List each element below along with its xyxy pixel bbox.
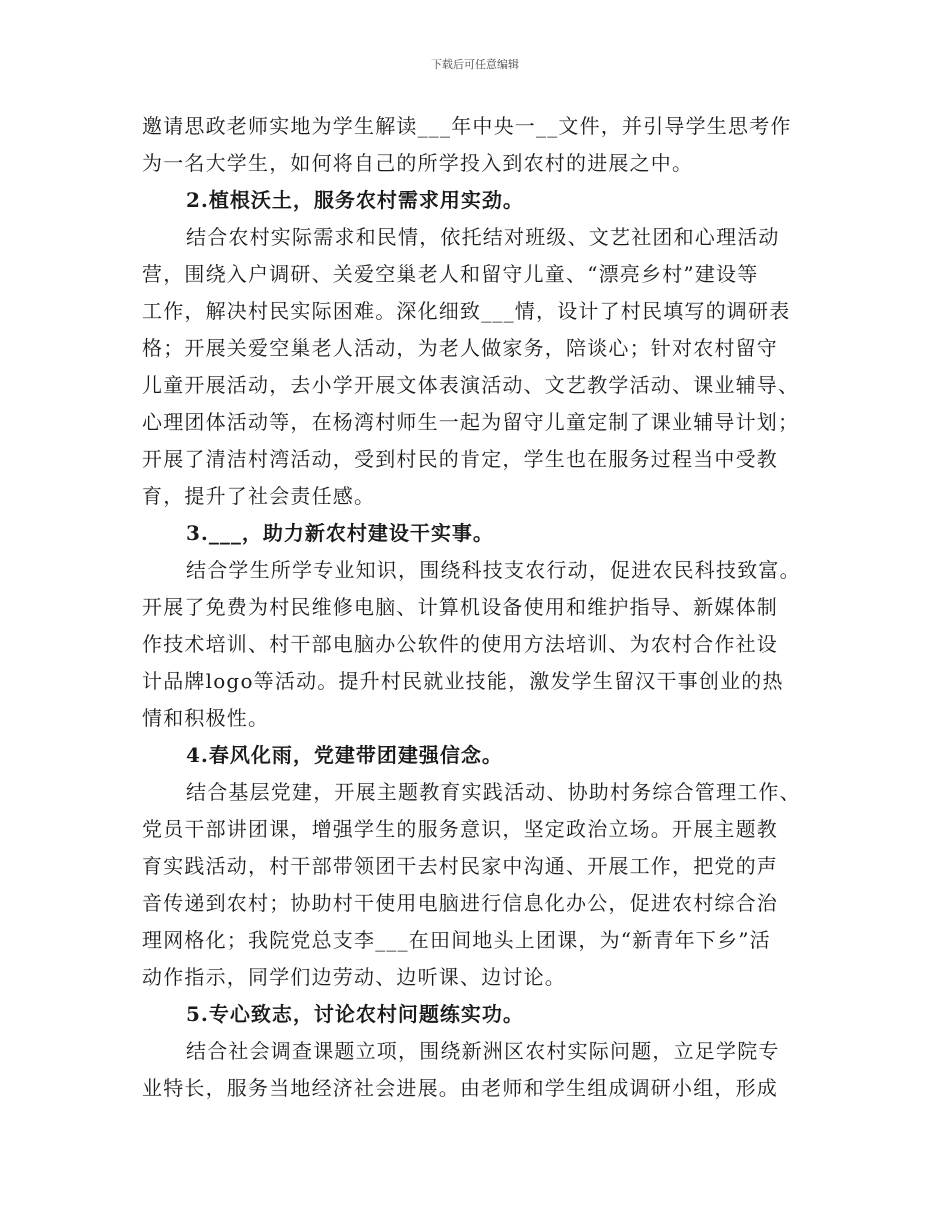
paragraph-line: 业特长，服务当地经济社会进展。由老师和学生组成调研小组，形成	[142, 1076, 778, 1100]
paragraph-line: 邀请思政老师实地为学生解读___年中央一__文件，并引导学生思考作	[142, 114, 792, 138]
paragraph-line: 心理团体活动等，在杨湾村师生一起为留守儿童定制了课业辅导计划；	[142, 410, 800, 434]
paragraph-line: 为一名大学生，如何将自己的所学投入到农村的进展之中。	[142, 151, 694, 175]
paragraph-line: 理网格化；我院党总支李___在田间地头上团课，为“新青年下乡”活	[142, 928, 771, 952]
paragraph-line: 育，提升了社会责任感。	[142, 484, 376, 508]
paragraph-line: 儿童开展活动，去小学开展文体表演活动、文艺教学活动、课业辅导、	[142, 373, 800, 397]
page-header: 下载后可任意编辑	[431, 58, 519, 71]
section-heading: 5.专心致志，讨论农村问题练实功。	[186, 1002, 524, 1026]
paragraph-line: 结合农村实际需求和民情，依托结对班级、文艺社团和心理活动	[186, 225, 780, 249]
paragraph-line: 开展了免费为村民维修电脑、计算机设备使用和维护指导、新媒体制	[142, 595, 778, 619]
paragraph-line: 结合学生所学专业知识，围绕科技支农行动，促进农民科技致富。	[186, 558, 801, 582]
section-heading: 4.春风化雨，党建带团建强信念。	[186, 743, 503, 767]
paragraph-line: 开展了清洁村湾活动，受到村民的肯定，学生也在服务过程当中受教	[142, 447, 778, 471]
paragraph-line: 格；开展关爱空巢老人活动，为老人做家务，陪谈心；针对农村留守	[142, 336, 778, 360]
paragraph-line: 结合基层党建，开展主题教育实践活动、协助村务综合管理工作、	[186, 780, 801, 804]
paragraph-line: 音传递到农村；协助村干使用电脑进行信息化办公，促进农村综合治	[142, 891, 778, 915]
paragraph-line: 工作，解决村民实际困难。深化细致___情，设计了村民填写的调研表	[142, 299, 791, 323]
paragraph-line: 结合社会调查课题立项，围绕新洲区农村实际问题，立足学院专	[186, 1039, 780, 1063]
paragraph-line: 情和积极性。	[142, 706, 270, 730]
paragraph-line: 育实践活动，村干部带领团干去村民家中沟通、开展工作，把党的声	[142, 854, 778, 878]
paragraph-line: 营，围绕入户调研、关爱空巢老人和留守儿童、“漂亮乡村”建设等	[142, 262, 759, 286]
paragraph-line: 党员干部讲团课，增强学生的服务意识，坚定政治立场。开展主题教	[142, 817, 778, 841]
document-body	[142, 108, 812, 1107]
paragraph-line: 作技术培训、村干部电脑办公软件的使用方法培训、为农村合作社设	[142, 632, 778, 656]
paragraph-line: 计品牌logo等活动。提升村民就业技能，激发学生留汉干事创业的热	[142, 669, 784, 693]
paragraph-line: 动作指示，同学们边劳动、边听课、边讨论。	[142, 965, 566, 989]
section-heading: 3.___，助力新农村建设干实事。	[186, 521, 494, 545]
section-heading: 2.植根沃土，服务农村需求用实劲。	[186, 188, 524, 212]
